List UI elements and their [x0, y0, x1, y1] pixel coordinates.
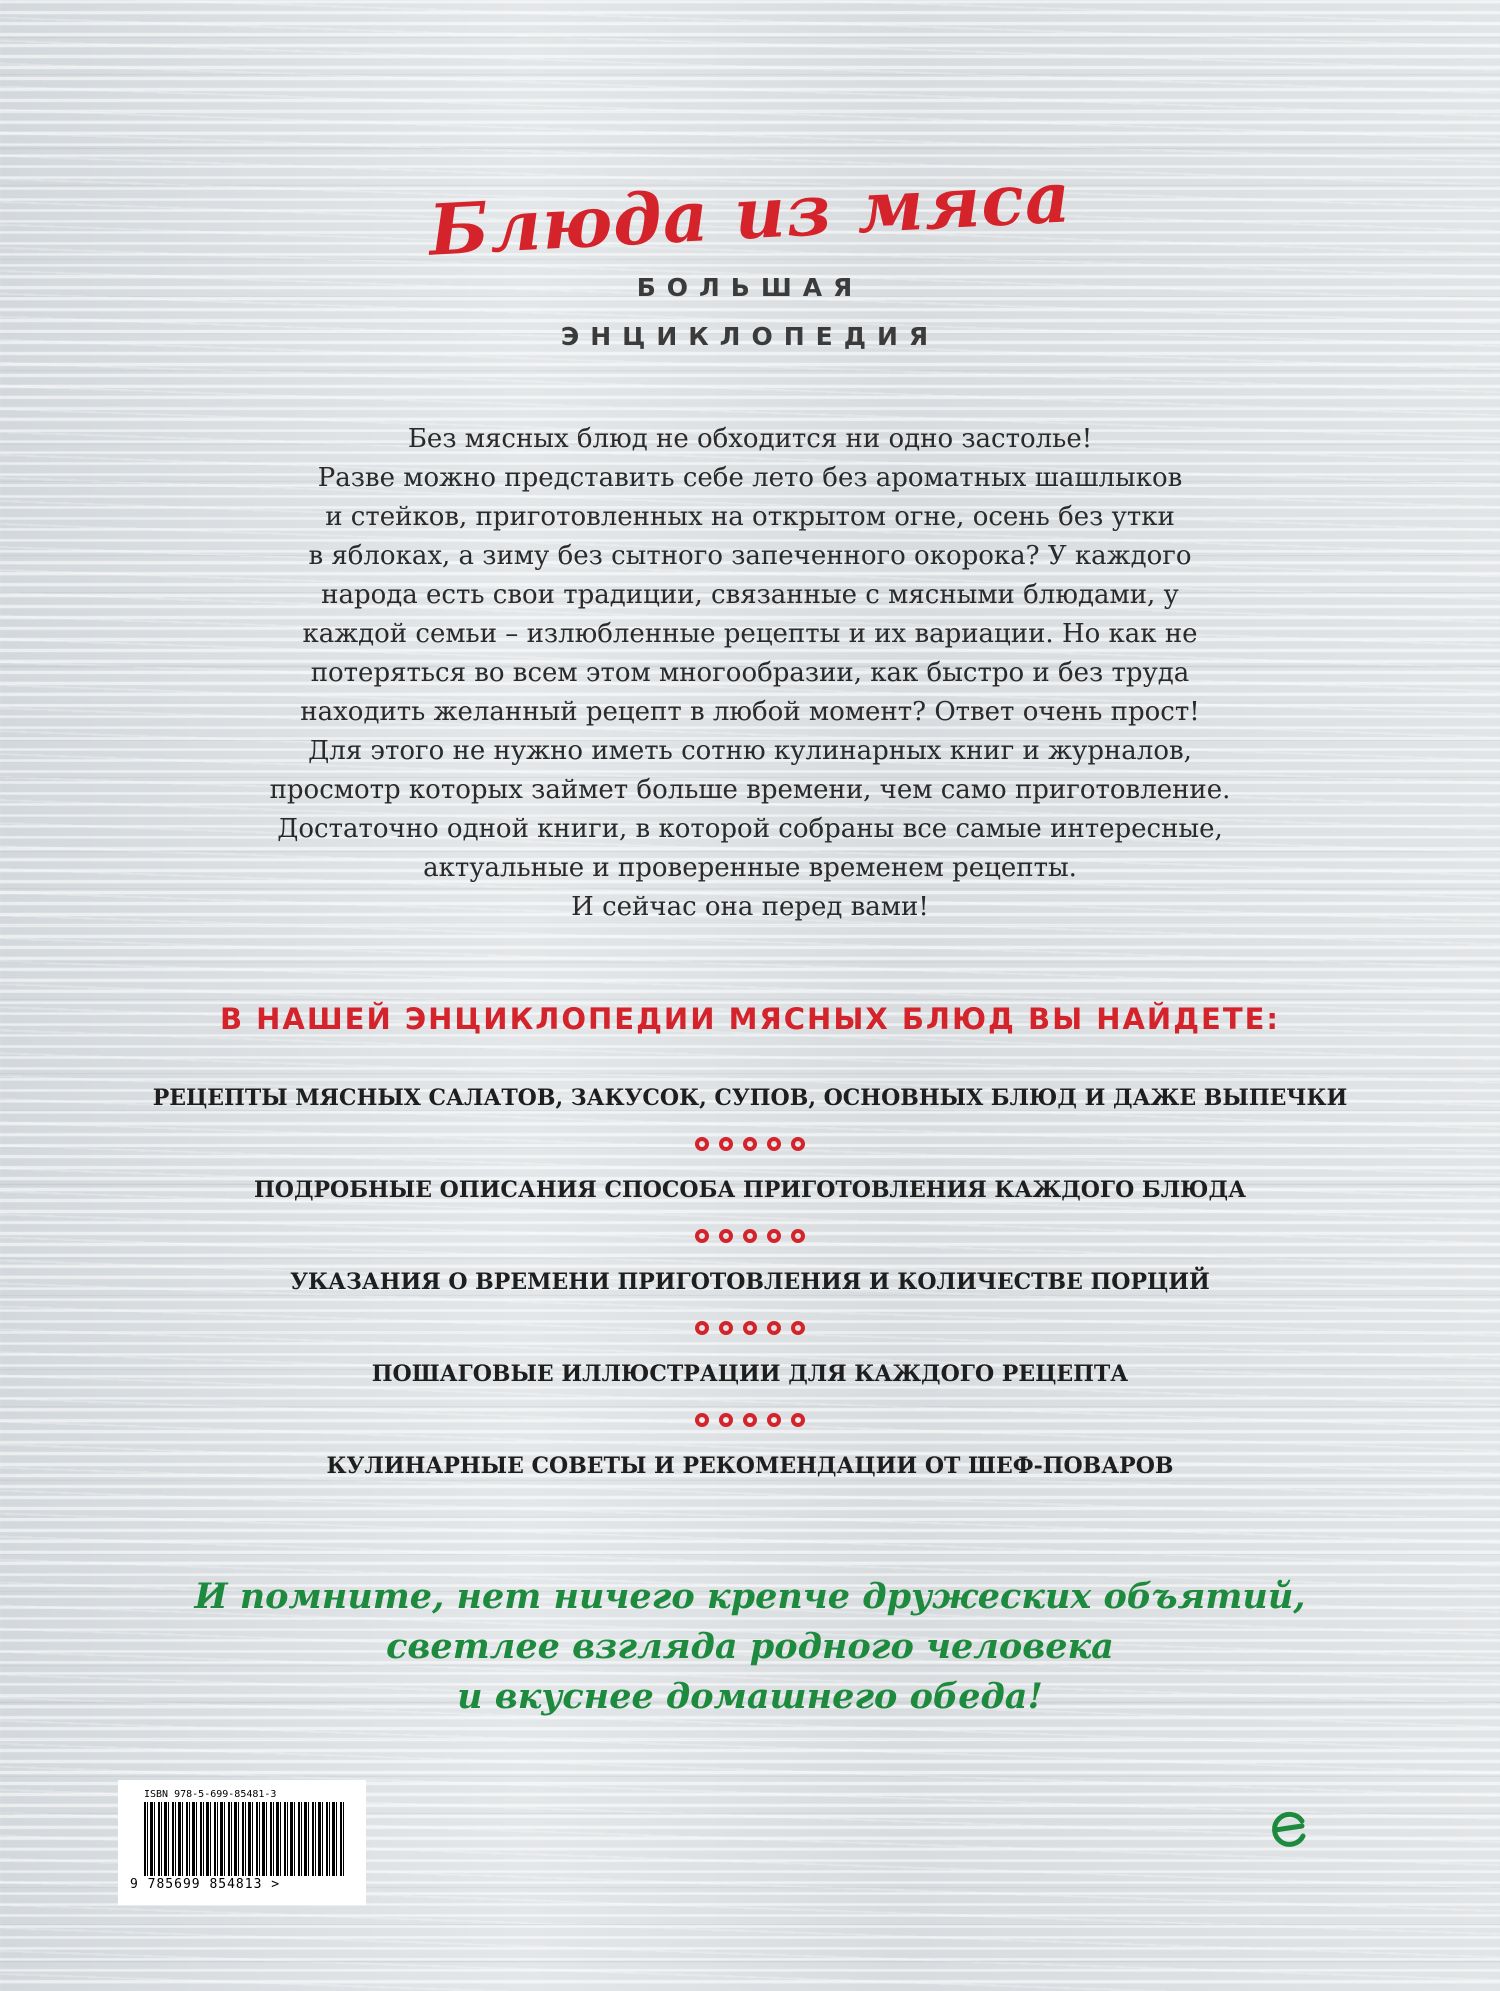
dot-icon — [767, 1321, 781, 1335]
dot-divider — [0, 1305, 1500, 1351]
subtitle-line-2: ЭНЦИКЛОПЕДИЯ — [560, 322, 940, 351]
dot-icon — [695, 1137, 709, 1151]
dot-icon — [695, 1413, 709, 1427]
closing-line: и вкуснее домашнего обеда! — [457, 1676, 1043, 1717]
dot-icon — [791, 1229, 805, 1243]
description-line: потеряться во всем этом многообразии, как быстро и без труда — [310, 658, 1190, 688]
dot-icon — [719, 1229, 733, 1243]
barcode — [118, 1780, 366, 1905]
dot-icon — [767, 1229, 781, 1243]
closing-quote — [0, 1572, 1500, 1722]
eksmo-logo-icon — [1266, 1806, 1310, 1850]
description-line: Разве можно представить себе лето без ароматных шашлыков — [317, 463, 1183, 493]
description-line: Для этого не нужно иметь сотню кулинарных книг и журналов, — [308, 736, 1192, 766]
dot-icon — [743, 1413, 757, 1427]
book-title: Блюда из мяса — [426, 155, 1074, 272]
feature-item: РЕЦЕПТЫ МЯСНЫХ САЛАТОВ, ЗАКУСОК, СУПОВ, ОСНОВНЫХ БЛЮД И ДАЖЕ ВЫПЕЧКИ — [152, 1085, 1348, 1111]
description-line: И сейчас она перед вами! — [571, 892, 929, 922]
dot-icon — [695, 1321, 709, 1335]
barcode-digits: 9 785699 854813 > — [130, 1877, 281, 1892]
feature-list — [0, 1075, 1500, 1489]
dot-icon — [743, 1137, 757, 1151]
description-line: актуальные и проверенные временем рецепты. — [423, 853, 1077, 883]
dot-icon — [743, 1229, 757, 1243]
description-line: просмотр которых займет больше времени, чем само приготовление. — [269, 775, 1231, 805]
dot-divider — [0, 1397, 1500, 1443]
feature-item: ПОДРОБНЫЕ ОПИСАНИЯ СПОСОБА ПРИГОТОВЛЕНИЯ КАЖДОГО БЛЮДА — [254, 1177, 1246, 1203]
description-line: в яблоках, а зиму без сытного запеченного окорока? У каждого — [308, 541, 1192, 571]
dot-icon — [791, 1413, 805, 1427]
dot-icon — [791, 1321, 805, 1335]
description-line: и стейков, приготовленных на открытом огне, осень без утки — [325, 502, 1175, 532]
feature-item: УКАЗАНИЯ О ВРЕМЕНИ ПРИГОТОВЛЕНИЯ И КОЛИЧЕСТВЕ ПОРЦИЙ — [290, 1269, 1210, 1295]
dot-divider — [0, 1121, 1500, 1167]
description — [195, 420, 1305, 927]
description-line: Достаточно одной книги, в которой собраны все самые интересные, — [277, 814, 1223, 844]
dot-icon — [719, 1321, 733, 1335]
dot-divider — [0, 1213, 1500, 1259]
dot-icon — [767, 1137, 781, 1151]
section-heading: В НАШЕЙ ЭНЦИКЛОПЕДИИ МЯСНЫХ БЛЮД ВЫ НАЙДЕТЕ: — [219, 1002, 1281, 1036]
dot-icon — [791, 1137, 805, 1151]
dot-icon — [719, 1137, 733, 1151]
barcode-bars — [144, 1802, 344, 1876]
isbn-text: ISBN 978-5-699-85481-3 — [144, 1789, 277, 1800]
feature-item: КУЛИНАРНЫЕ СОВЕТЫ И РЕКОМЕНДАЦИИ ОТ ШЕФ-ПОВАРОВ — [326, 1453, 1174, 1479]
description-line: каждой семьи – излюбленные рецепты и их вариации. Но как не — [302, 619, 1198, 649]
closing-line: светлее взгляда родного человека — [386, 1626, 1114, 1667]
description-line: народа есть свои традиции, связанные с мясными блюдами, у — [321, 580, 1179, 610]
dot-icon — [695, 1229, 709, 1243]
subtitle-line-1: БОЛЬШАЯ — [636, 273, 864, 302]
feature-item: ПОШАГОВЫЕ ИЛЛЮСТРАЦИИ ДЛЯ КАЖДОГО РЕЦЕПТА — [371, 1361, 1129, 1387]
dot-icon — [719, 1413, 733, 1427]
dot-icon — [767, 1413, 781, 1427]
closing-line: И помните, нет ничего крепче дружеских объятий, — [194, 1576, 1306, 1617]
description-line: Без мясных блюд не обходится ни одно застолье! — [407, 424, 1093, 454]
dot-icon — [743, 1321, 757, 1335]
description-line: находить желанный рецепт в любой момент? Ответ очень прост! — [300, 697, 1200, 727]
